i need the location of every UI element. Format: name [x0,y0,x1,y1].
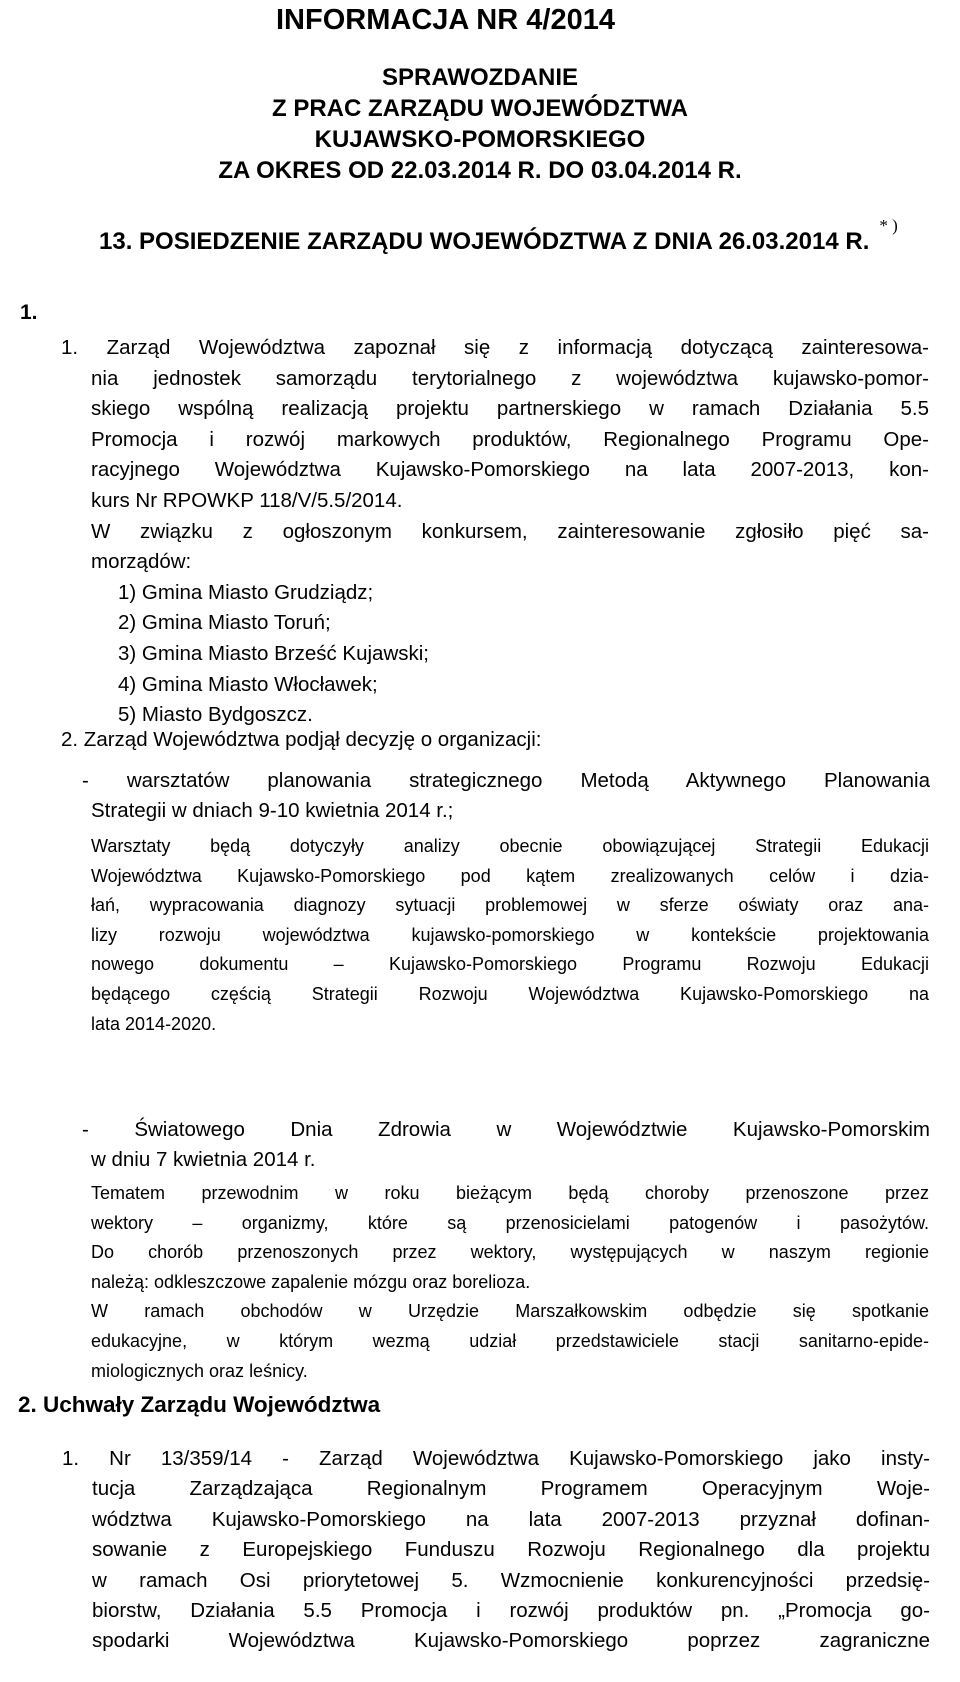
section1-point2-intro [61,725,929,756]
paragraph-line: będącego częścią Strategii Rozwoju Województwa Kujawsko-Pomorskiego na [91,983,929,1004]
paragraph-line: W ramach obchodów w Urzędzie Marszałkowskim odbędzie się spotkanie [91,1301,929,1322]
paragraph-line: kurs Nr RPOWKP 118/V/5.5/2014. [91,488,403,512]
paragraph-line: biorstw, Działania 5.5 Promocja i rozwój produktów pn. „Promocja go- [92,1599,930,1623]
footnote-marker: * ) [879,216,898,235]
section1-point1 [61,333,929,731]
report-heading-line: Z PRAC ZARZĄDU WOJEWÓDZTWA [272,95,688,122]
paragraph-line: lata 2014-2020. [91,1013,217,1034]
paragraph-line: w dniu 7 kwietnia 2014 r. [91,1147,316,1171]
paragraph-line: 1. Zarząd Województwa zapoznał się z informacją dotyczącą zainteresowa- [61,336,929,359]
paragraph-line: - warsztatów planowania strategicznego Metodą Aktywnego Planowania [82,769,930,792]
paragraph-line: Strategii w dniach 9-10 kwietnia 2014 r.; [91,798,454,822]
paragraph-line: wództwa Kujawsko-Pomorskiego na lata 2007-2013 przyznał dofinan- [92,1507,930,1531]
list-item: 2) Gmina Miasto Toruń; [118,611,331,635]
municipality-list [61,578,929,731]
paragraph-line: W związku z ogłoszonym konkursem, zainteresowanie zgłosiło pięć sa- [91,519,929,543]
list-item: 4) Gmina Miasto Włocławek; [118,672,378,696]
health-day-item [82,1115,930,1174]
paragraph-line: w ramach Osi priorytetowej 5. Wzmocnienie konkurencyjności przedsię- [92,1568,930,1592]
report-heading-line: KUJAWSKO-POMORSKIEGO [314,126,646,153]
paragraph-line: Promocja i rozwój markowych produktów, Regionalnego Programu Ope- [91,427,929,451]
list-item: 1) Gmina Miasto Grudziądz; [118,580,374,604]
paragraph-line: wektory – organizmy, które są przenosicielami patogenów i pasożytów. [91,1212,929,1233]
health-day-details [91,1179,929,1386]
report-heading [0,62,960,186]
paragraph-line: nia jednostek samorządu terytorialnego z województwa kujawsko-pomor- [91,366,929,390]
section1-number: 1. [20,301,38,324]
workshop-details [91,832,929,1039]
paragraph-line: Województwa Kujawsko-Pomorskiego pod kątem zrealizowanych celów i dzia- [91,865,929,886]
session-heading [99,216,898,259]
section2-point1 [62,1444,930,1657]
paragraph-line: łań, wypracowania diagnozy sytuacji problemowej w sferze oświaty oraz ana- [91,895,929,916]
paragraph-line: miologicznych oraz leśnicy. [91,1360,308,1381]
paragraph-line: Tematem przewodnim w roku bieżącym będą choroby przenoszone przez [91,1183,929,1203]
paragraph-line: sowanie z Europejskiego Funduszu Rozwoju Regionalnego dla projektu [92,1538,930,1562]
paragraph-line: morządów: [91,550,192,574]
section2-heading: 2. Uchwały Zarządu Województwa [18,1392,381,1417]
paragraph-line: edukacyjne, w którym wezmą udział przedstawiciele stacji sanitarno-epide- [91,1330,929,1351]
paragraph-line: Warsztaty będą dotyczyły analizy obecnie obowiązującej Strategii Edukacji [91,836,929,856]
paragraph-line: tucja Zarządzająca Regionalnym Programem Operacyjnym Woje- [92,1477,930,1501]
paragraph-line: - Światowego Dnia Zdrowia w Województwie Kujawsko-Pomorskim [82,1118,930,1141]
paragraph-line: racyjnego Województwa Kujawsko-Pomorskiego na lata 2007-2013, kon- [91,458,929,482]
workshop-item [82,766,930,825]
list-item: 3) Gmina Miasto Brześć Kujawski; [118,641,430,665]
paragraph-line: Do chorób przenoszonych przez wektory, występujących w naszym regionie [91,1242,929,1263]
session-title: 13. POSIEDZENIE ZARZĄDU WOJEWÓDZTWA Z DNIA 26.03.2014 R. [99,228,870,255]
list-item: 5) Miasto Bydgoszcz. [118,703,313,727]
paragraph-line: skiego wspólną realizacją projektu partnerskiego w ramach Działania 5.5 [91,397,929,421]
paragraph-line: spodarki Województwa Kujawsko-Pomorskiego poprzez zagraniczne [92,1629,930,1653]
paragraph-line: lizy rozwoju województwa kujawsko-pomorskiego w kontekście projektowania [91,924,929,945]
paragraph-line: należą: odkleszczowe zapalenie mózgu oraz borelioza. [91,1271,531,1292]
document-title: INFORMACJA NR 4/2014 [276,4,615,36]
report-heading-line: SPRAWOZDANIE [381,64,578,91]
paragraph-line: nowego dokumentu – Kujawsko-Pomorskiego Programu Rozwoju Edukacji [91,954,929,975]
report-heading-line: ZA OKRES OD 22.03.2014 R. DO 03.04.2014 R. [218,157,742,184]
paragraph-line: 2. Zarząd Województwa podjął decyzję o organizacji: [61,728,542,751]
paragraph-line: 1. Nr 13/359/14 - Zarząd Województwa Kujawsko-Pomorskiego jako insty- [62,1447,930,1470]
